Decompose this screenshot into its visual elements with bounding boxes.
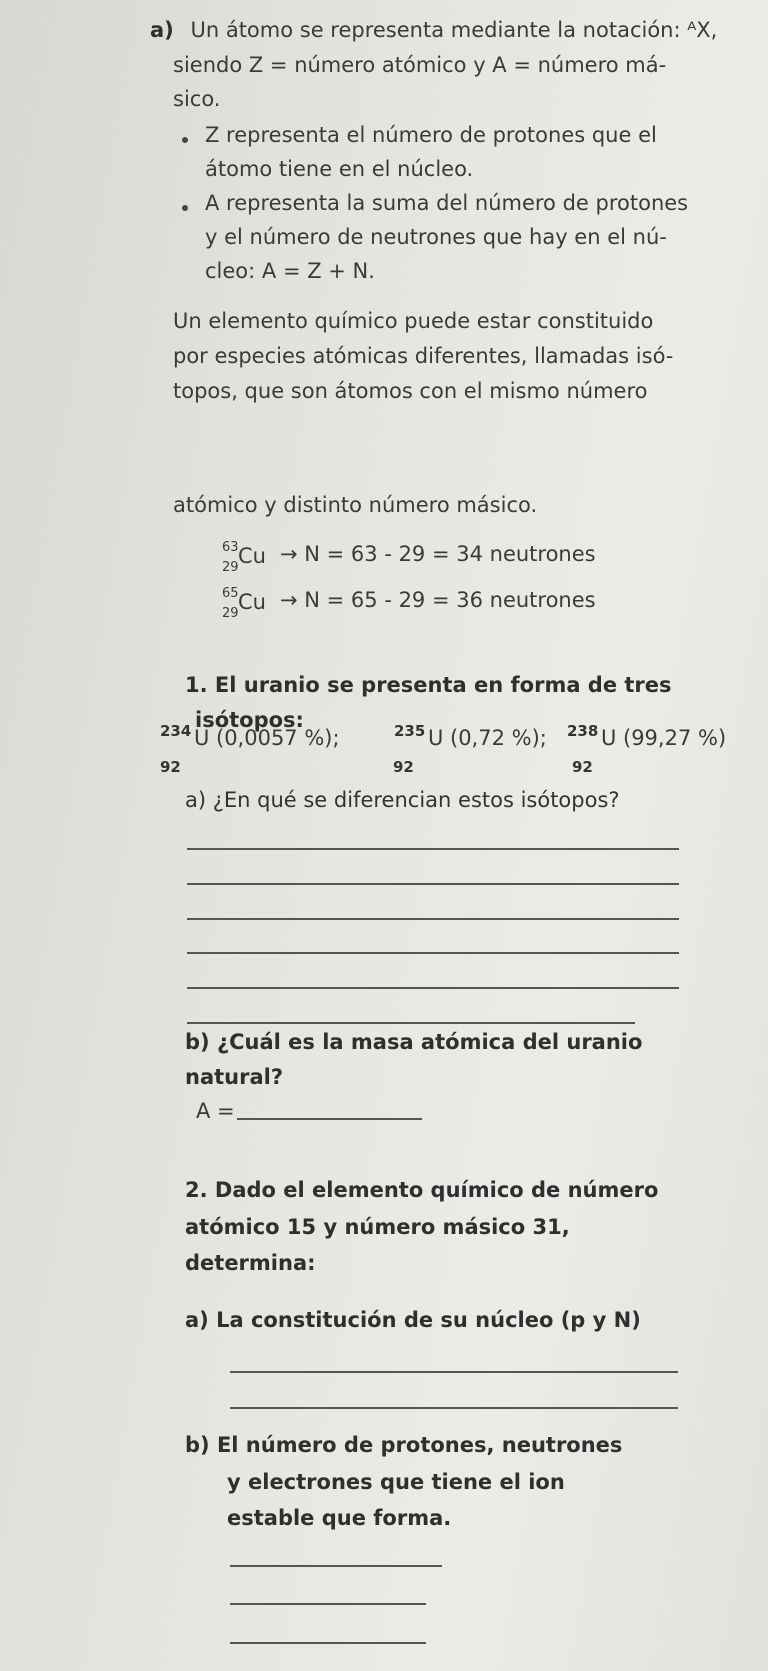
q2-line-2: atómico 15 y número másico 31, <box>185 1215 570 1239</box>
atomic-number: 29 <box>222 606 239 621</box>
answer-line-2b-2[interactable] <box>230 1603 426 1605</box>
para-line-2: por especies atómicas diferentes, llamadas isó- <box>173 344 674 368</box>
answer-line-2b-3[interactable] <box>230 1642 426 1644</box>
marker-a: a) <box>150 18 174 42</box>
q1-b-answer-label: A = <box>196 1099 235 1123</box>
q2-line-3: determina: <box>185 1251 316 1275</box>
para-line-3: topos, que son átomos con el mismo número <box>173 379 648 403</box>
element-symbol: U <box>194 726 210 750</box>
intro-line-3: sico. <box>173 87 221 111</box>
q1-b-line-2: natural? <box>185 1065 284 1089</box>
element-symbol: U <box>601 726 617 750</box>
mass-number: 235 <box>394 722 426 740</box>
answer-line-a-2[interactable] <box>187 883 679 885</box>
q2-a-question: a) La constitución de su núcleo (p y N) <box>185 1308 641 1332</box>
para-line-4: atómico y distinto número másico. <box>173 493 538 517</box>
q1-b-line-1: b) ¿Cuál es la masa atómica del uranio <box>185 1030 643 1054</box>
bullet1-line-2: átomo tiene en el núcleo. <box>205 157 474 181</box>
answer-line-a-4[interactable] <box>187 952 679 954</box>
q1-line-1: 1. El uranio se presenta en forma de tres <box>185 673 672 697</box>
answer-line-a-5[interactable] <box>187 987 679 989</box>
answer-line-a-3[interactable] <box>187 918 679 920</box>
q2-b-line-2: y electrones que tiene el ion <box>227 1470 565 1494</box>
mass-number: 63 <box>222 540 239 555</box>
example-1-equation: → N = 63 - 29 = 34 neutrones <box>280 542 596 566</box>
element-symbol: Cu <box>238 590 266 614</box>
answer-line-2a-2[interactable] <box>230 1407 678 1409</box>
abundance: (0,0057 %); <box>216 726 340 750</box>
answer-line-a-6[interactable] <box>187 1022 635 1024</box>
q1-line-2: isótopos: <box>195 708 304 732</box>
mass-number: 65 <box>222 586 239 601</box>
element-symbol: U <box>428 726 444 750</box>
para-line-1: Un elemento químico puede estar constituido <box>173 309 654 333</box>
q2-b-line-1: b) El número de protones, neutrones <box>185 1433 623 1457</box>
atomic-number: 29 <box>222 560 239 575</box>
answer-line-b[interactable] <box>237 1118 422 1120</box>
bullet2-line-3: cleo: A = Z + N. <box>205 259 375 283</box>
bullet-dot-1 <box>182 137 188 143</box>
element-symbol: Cu <box>238 544 266 568</box>
mass-number: 234 <box>160 722 192 740</box>
atomic-number: 92 <box>160 758 181 776</box>
intro-text-1: Un átomo se representa mediante la notación: ᴬX, <box>190 18 718 42</box>
q2-b-line-3: estable que forma. <box>227 1506 452 1530</box>
intro-line-1 <box>150 15 717 45</box>
bullet1-line-1: Z representa el número de protones que el <box>205 123 657 147</box>
q1-a-question: a) ¿En qué se diferencian estos isótopos? <box>185 788 620 812</box>
answer-line-a-1[interactable] <box>187 848 679 850</box>
intro-line-2: siendo Z = número atómico y A = número má- <box>173 53 667 77</box>
atomic-number: 92 <box>572 758 593 776</box>
mass-number: 238 <box>567 722 599 740</box>
bullet2-line-2: y el número de neutrones que hay en el nú- <box>205 225 667 249</box>
q2-line-1: 2. Dado el elemento químico de número <box>185 1178 659 1202</box>
answer-line-2a-1[interactable] <box>230 1371 678 1373</box>
bullet-dot-2 <box>182 205 188 211</box>
example-2-equation: → N = 65 - 29 = 36 neutrones <box>280 588 596 612</box>
bullet2-line-1: A representa la suma del número de protones <box>205 191 689 215</box>
abundance: (99,27 %) <box>623 726 727 750</box>
answer-line-2b-1[interactable] <box>230 1565 442 1567</box>
abundance: (0,72 %); <box>450 726 547 750</box>
atomic-number: 92 <box>393 758 414 776</box>
